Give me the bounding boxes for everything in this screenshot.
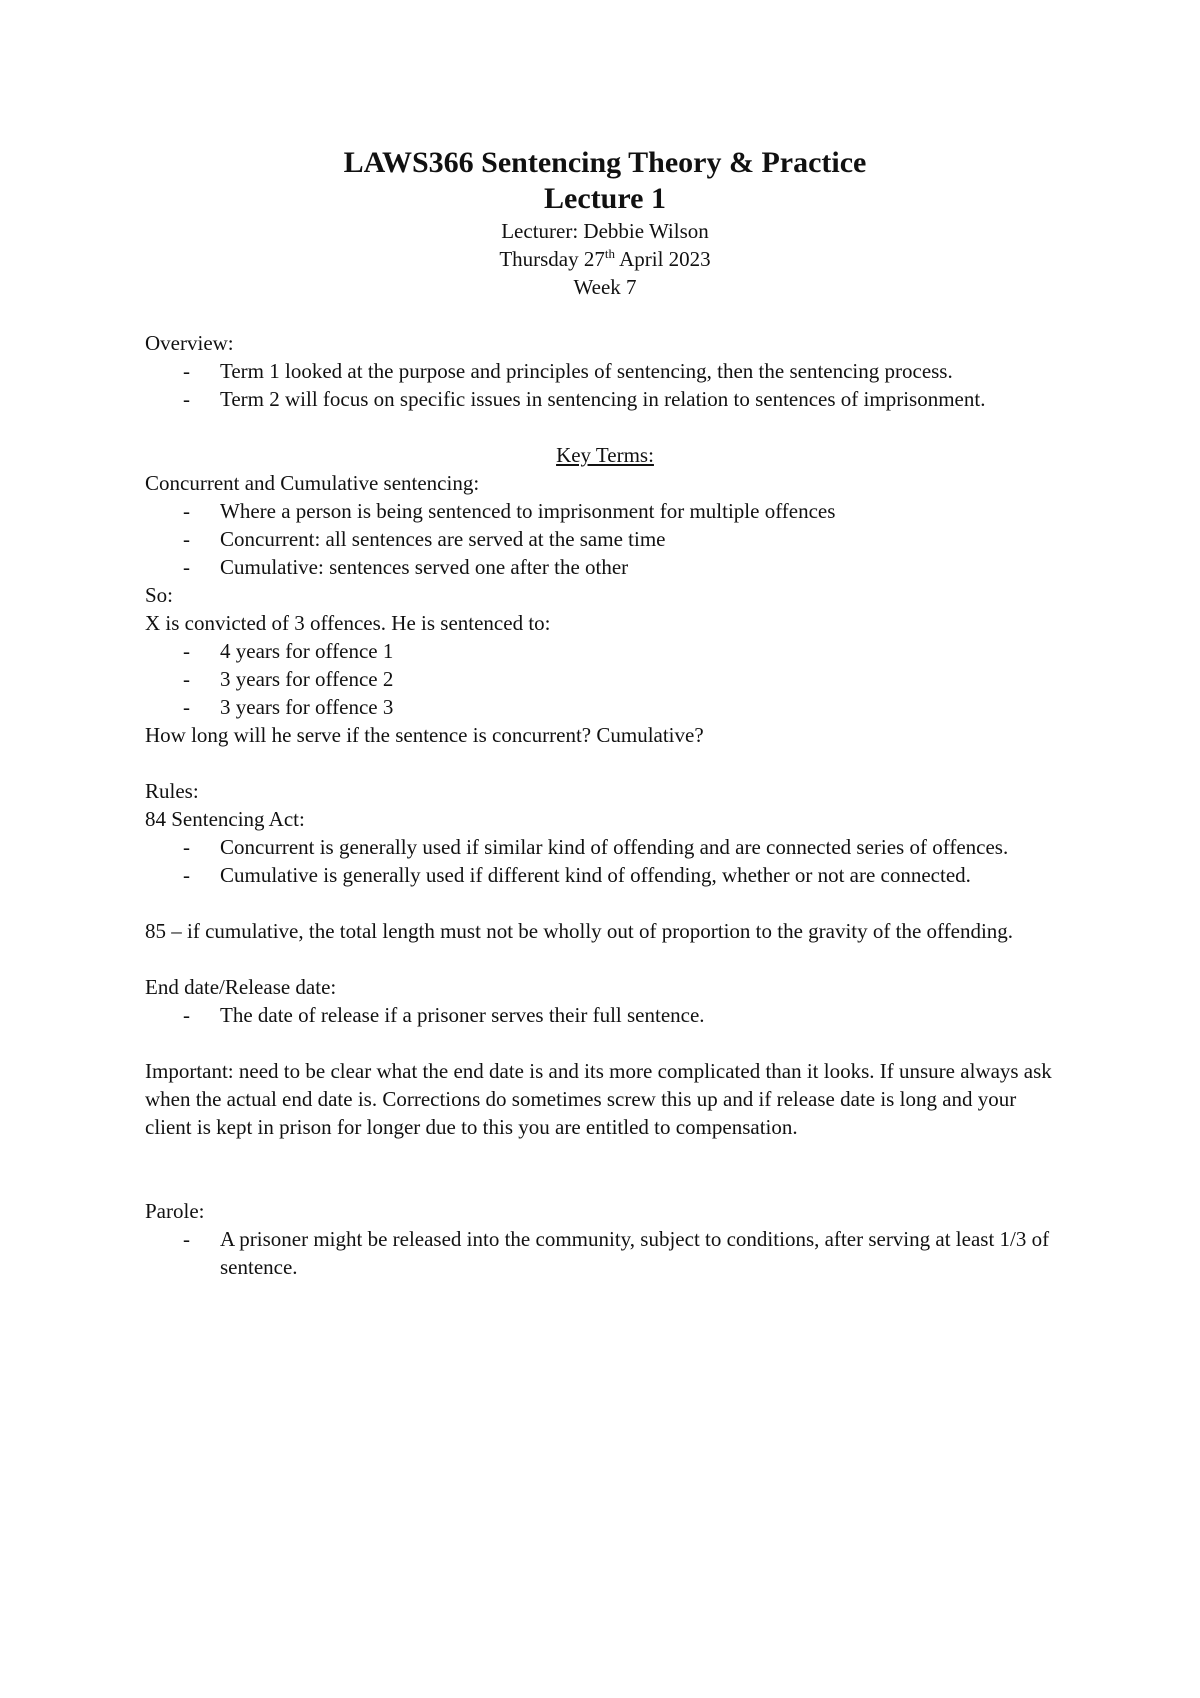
bullet-dash: - [183,527,190,551]
important-paragraph: Important: need to be clear what the end date is and its more complicated than it looks. If unsure always ask when the actual end date is. Corrections do sometimes screw this up and if release date is long and your client is kept in prison for longer due to this you are entitled to compensation. [145,1059,1052,1139]
bullet-dash: - [183,1227,190,1251]
concurrent-list [145,497,1065,581]
document-title: LAWS366 Sentencing Theory & Practice [343,146,867,179]
parole-list [145,1225,1065,1281]
week-line: Week 7 [573,275,637,299]
rules-heading: Rules: [145,779,199,803]
document-body [145,145,1065,1281]
sentencing-act-line: 84 Sentencing Act: [145,807,305,831]
lecturer-line: Lecturer: Debbie Wilson [501,219,709,243]
key-terms-heading: Key Terms: [556,443,654,467]
end-date-heading: End date/Release date: [145,975,337,999]
list-item: - 3 years for offence 2 [183,667,394,691]
bullet-dash: - [183,695,190,719]
bullet-dash: - [183,835,190,859]
list-item: - 4 years for offence 1 [183,639,394,663]
overview-heading: Overview: [145,331,234,355]
example-line: X is convicted of 3 offences. He is sentenced to: [145,611,551,635]
list-item: - 3 years for offence 3 [183,695,394,719]
list-item: - Where a person is being sentenced to imprisonment for multiple offences [183,499,836,523]
date-ordinal: th [604,246,616,261]
list-item: - Concurrent is generally used if similar kind of offending and are connected series of offences. [183,835,1009,859]
concurrent-heading: Concurrent and Cumulative sentencing: [145,471,480,495]
so-line: So: [145,583,174,607]
end-date-list [145,1001,1065,1029]
bullet-dash: - [183,639,190,663]
bullet-dash: - [183,863,190,887]
date-prefix: Thursday 27 [499,247,605,271]
bullet-dash: - [183,387,190,411]
bullet-dash: - [183,667,190,691]
bullet-dash: - [183,555,190,579]
bullet-dash: - [183,499,190,523]
list-item: - The date of release if a prisoner serves their full sentence. [183,1003,705,1027]
example-list [145,637,1065,721]
list-item: - Term 2 will focus on specific issues in sentencing in relation to sentences of imprisonment. [183,387,986,411]
bullet-dash: - [183,1003,190,1027]
rules-list [145,833,1065,889]
date-line [145,245,1065,273]
bullet-dash: - [183,359,190,383]
section-85-paragraph: 85 – if cumulative, the total length must not be wholly out of proportion to the gravity of the offending. [145,919,1014,943]
list-item: - Term 1 looked at the purpose and principles of sentencing, then the sentencing process. [183,359,953,383]
date-suffix: April 2023 [615,247,711,271]
list-item: - Concurrent: all sentences are served at the same time [183,527,666,551]
parole-heading: Parole: [145,1199,205,1223]
list-item: - A prisoner might be released into the community, subject to conditions, after serving at least 1/3 of sentence. [183,1227,1050,1279]
list-item: - Cumulative: sentences served one after the other [183,555,629,579]
question-line: How long will he serve if the sentence is concurrent? Cumulative? [145,723,704,747]
list-item: - Cumulative is generally used if different kind of offending, whether or not are connected. [183,863,971,887]
overview-list [145,357,1065,413]
lecture-number: Lecture 1 [544,182,666,215]
